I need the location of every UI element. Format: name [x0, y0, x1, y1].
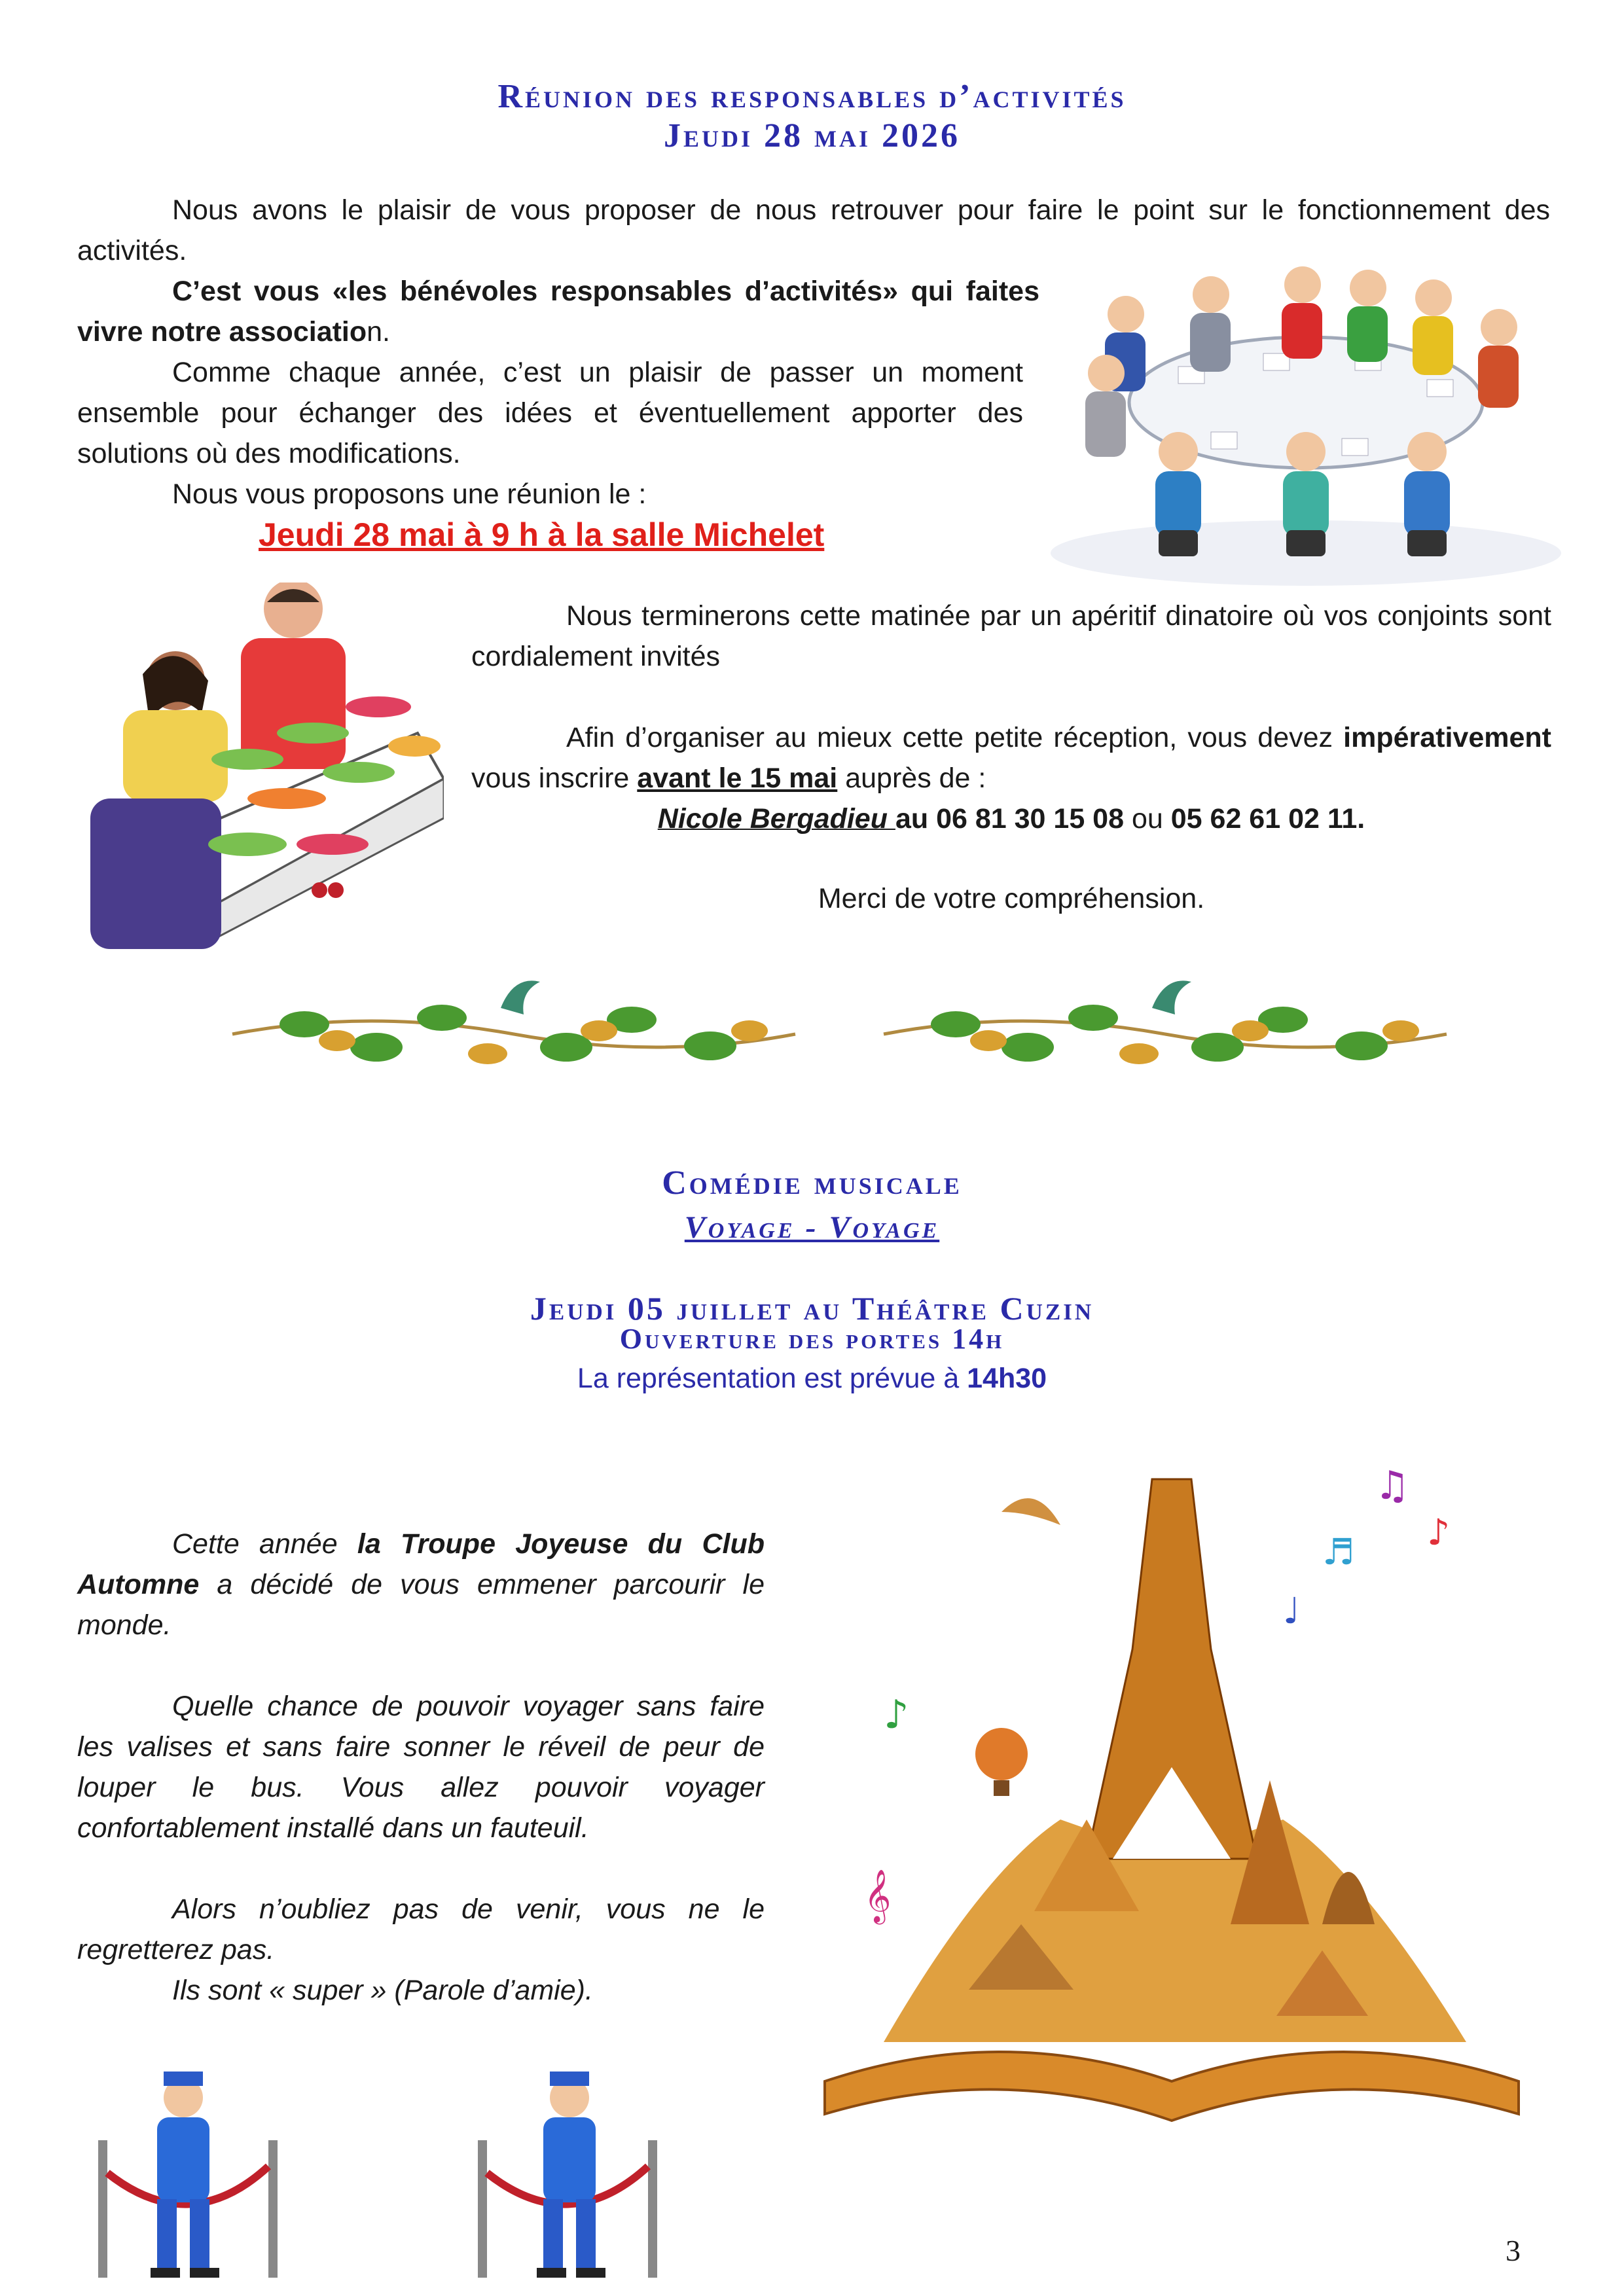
usher-illustration-right	[471, 2068, 668, 2284]
usher-illustration-left	[92, 2068, 288, 2284]
show-quote-text: Ils sont « super » (Parole d’amie).	[172, 1975, 593, 2006]
show-subtitle: Voyage - Voyage	[684, 1210, 940, 1245]
show-start-line	[0, 1363, 1624, 1395]
meeting-title: Réunion des responsables d’activités	[497, 78, 1127, 115]
show-doors: Ouverture des portes 14h	[619, 1323, 1005, 1355]
buffet-illustration	[77, 583, 444, 949]
registration-deadline: avant le 15 mai	[637, 762, 838, 794]
show-chance-paragraph	[77, 1686, 765, 1848]
floral-divider-left	[226, 969, 802, 1113]
floral-divider-right	[877, 969, 1453, 1113]
show-start-time: 14h30	[967, 1363, 1047, 1394]
registration-mandatory: impérativement	[1343, 722, 1551, 753]
meeting-volunteers-paragraph	[77, 271, 1039, 352]
aperitif-text: Nous terminerons cette matinée par un apéritif dinatoire où vos conjoints sont cordialement invités	[471, 600, 1551, 672]
meeting-proposal: Nous vous proposons une réunion le :	[172, 478, 647, 510]
show-troupe-name: la Troupe Joyeuse du Club Automne	[77, 1528, 765, 1600]
meeting-table-illustration	[1047, 255, 1564, 589]
contact-phone-1: 06 81 30 15 08	[936, 803, 1125, 834]
svg-text:♪: ♪	[884, 1692, 909, 1738]
show-come-text: Alors n’oubliez pas de venir, vous ne le regretterez pas.	[77, 1893, 765, 1965]
show-date-venue: Jeudi 05 juillet au Théâtre Cuzin	[530, 1290, 1094, 1327]
volunteers-statement-end: n.	[367, 316, 391, 348]
volunteers-statement: C’est vous «les bénévoles responsables d’activités» qui faites vivre notre associatio	[77, 276, 1039, 348]
show-troupe-a: Cette année	[172, 1528, 357, 1560]
meeting-date: Jeudi 28 mai 2026	[663, 117, 960, 154]
show-title: Comédie musicale	[662, 1164, 962, 1202]
meeting-annual-paragraph: Comme chaque année, c’est un plaisir de passer un moment ensemble pour échanger des idées et éventuellement apporter des solutions où des modifications.	[77, 357, 1023, 469]
registration-text-b: vous inscrire	[471, 762, 638, 794]
svg-text:♫: ♫	[1375, 1463, 1410, 1509]
registration-paragraph	[471, 717, 1551, 798]
show-start-text: La représentation est prévue à	[577, 1363, 967, 1394]
contact-or: ou	[1124, 803, 1171, 834]
svg-text:♪: ♪	[1427, 1511, 1451, 1553]
thanks-text: Merci de votre compréhension.	[818, 883, 1205, 914]
registration-text-a: Afin d’organiser au mieux cette petite réception, vous devez	[566, 722, 1344, 753]
show-troupe-b: a décidé de vous emmener parcourir le monde.	[77, 1569, 765, 1641]
contact-name: Nicole Bergadieu	[657, 803, 895, 834]
svg-text:𝄞: 𝄞	[864, 1869, 892, 1922]
show-quote	[77, 1970, 765, 2011]
meeting-intro: Nous avons le plaisir de vous proposer de nous retrouver pour faire le point sur le fonctionnement des activités.	[77, 194, 1550, 266]
contact-phone-2: 05 62 61 02 11.	[1170, 803, 1365, 834]
contact-line	[471, 798, 1551, 839]
show-chance-text: Quelle chance de pouvoir voyager sans faire les valises et sans faire sonner le réveil de peur de louper le bus. Vous allez pouvoir voyager confortablement installé dans un fauteuil.	[77, 1691, 765, 1844]
page-number: 3	[1506, 2234, 1521, 2267]
svg-text:♩: ♩	[1283, 1590, 1300, 1632]
world-travel-book-illustration	[785, 1453, 1558, 2147]
meeting-date-location: Jeudi 28 mai à 9 h à la salle Michelet	[259, 516, 825, 553]
show-troupe-paragraph	[77, 1524, 765, 1645]
aperitif-paragraph	[471, 596, 1551, 677]
registration-text-c: auprès de :	[837, 762, 986, 794]
show-come-paragraph	[77, 1889, 765, 1970]
contact-au: au	[895, 803, 937, 834]
svg-text:♬: ♬	[1322, 1531, 1355, 1573]
